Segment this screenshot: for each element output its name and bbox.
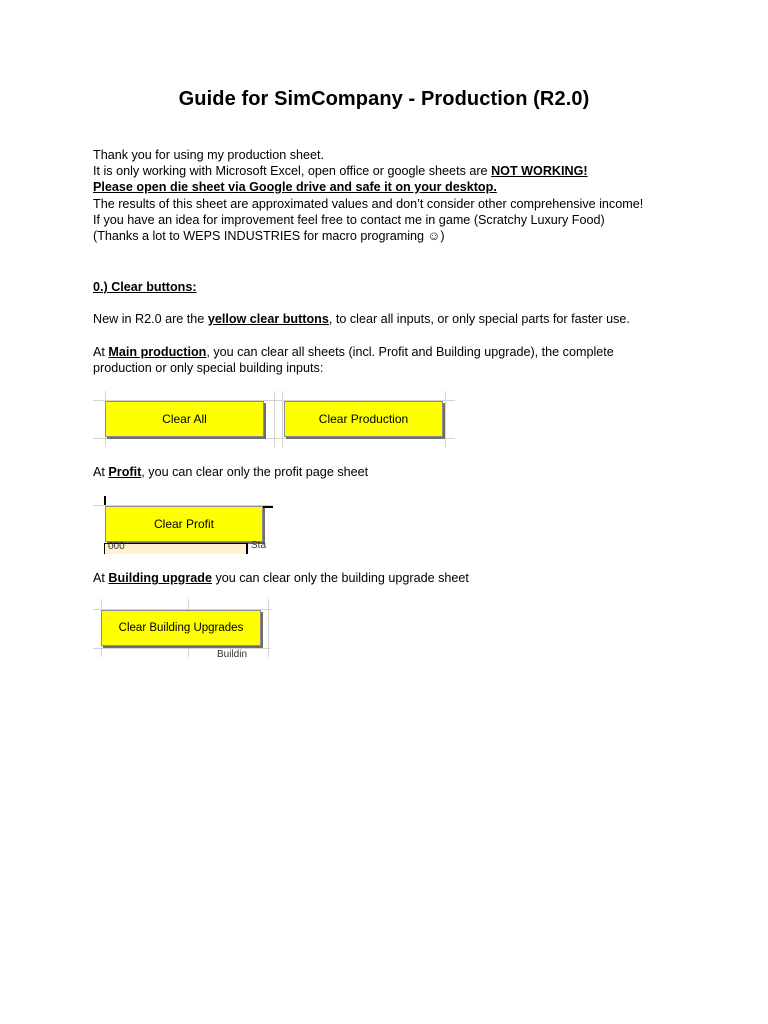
clear-profit-button[interactable]: Clear Profit	[105, 506, 263, 542]
clear-production-button[interactable]: Clear Production	[284, 401, 443, 437]
section-para-1	[93, 311, 630, 327]
main-production-para	[93, 344, 614, 360]
page-title: Guide for SimCompany - Production (R2.0)	[178, 88, 590, 110]
intro-line-1: Thank you for using my production sheet.	[93, 148, 325, 162]
intro-line-3: Please open die sheet via Google drive and safe it on your desktop.	[93, 180, 497, 194]
grid-line	[268, 599, 269, 657]
profit-emphasis: Profit	[108, 465, 142, 479]
profit-cell-text: 000	[108, 541, 125, 552]
building-cell-text: Buildin	[217, 649, 248, 657]
para-1-suffix: , to clear all inputs, or only special parts for faster use.	[328, 312, 630, 326]
grid-line	[274, 391, 275, 447]
intro-line-6: (Thanks a lot to WEPS INDUSTRIES for macro programing ☺)	[93, 229, 445, 243]
intro-line-4: The results of this sheet are approximated values and don’t consider other comprehensive income!	[93, 197, 644, 211]
main-prefix: At	[93, 345, 109, 359]
main-production-screenshot	[93, 391, 455, 447]
main-production-para-line-2: production or only special building inputs:	[93, 361, 324, 375]
grid-line	[445, 391, 446, 447]
para-1-emphasis: yellow clear buttons	[207, 312, 329, 326]
clear-building-upgrades-button[interactable]: Clear Building Upgrades	[101, 610, 261, 646]
profit-suffix: , you can clear only the profit page sheet	[141, 465, 369, 479]
section-heading: 0.) Clear buttons:	[93, 280, 197, 294]
clear-all-button[interactable]: Clear All	[105, 401, 264, 437]
para-1-prefix: New in R2.0 are the	[93, 312, 208, 326]
building-prefix: At	[93, 571, 109, 585]
not-working-warning: NOT WORKING!	[491, 164, 588, 178]
intro-line-2-text: It is only working with Microsoft Excel, open office or google sheets are	[93, 164, 492, 178]
profit-screenshot	[93, 495, 273, 554]
profit-prefix: At	[93, 465, 109, 479]
cell-border	[263, 506, 273, 508]
building-suffix: you can clear only the building upgrade sheet	[211, 571, 469, 585]
profit-input-cell	[104, 543, 247, 554]
building-upgrade-screenshot	[93, 599, 271, 657]
grid-line	[282, 391, 283, 447]
intro-line-5: If you have an idea for improvement feel free to contact me in game (Scratchy Luxury Food)	[93, 213, 605, 227]
profit-label-text: Sta	[251, 540, 267, 551]
profit-label-cell	[247, 540, 273, 554]
main-production-emphasis: Main production	[108, 345, 207, 359]
building-upgrade-para	[93, 570, 469, 586]
intro-line-2	[93, 163, 588, 179]
building-upgrade-emphasis: Building upgrade	[108, 571, 212, 585]
main-suffix: , you can clear all sheets (incl. Profit and Building upgrade), the complete	[206, 345, 614, 359]
profit-para	[93, 464, 368, 480]
